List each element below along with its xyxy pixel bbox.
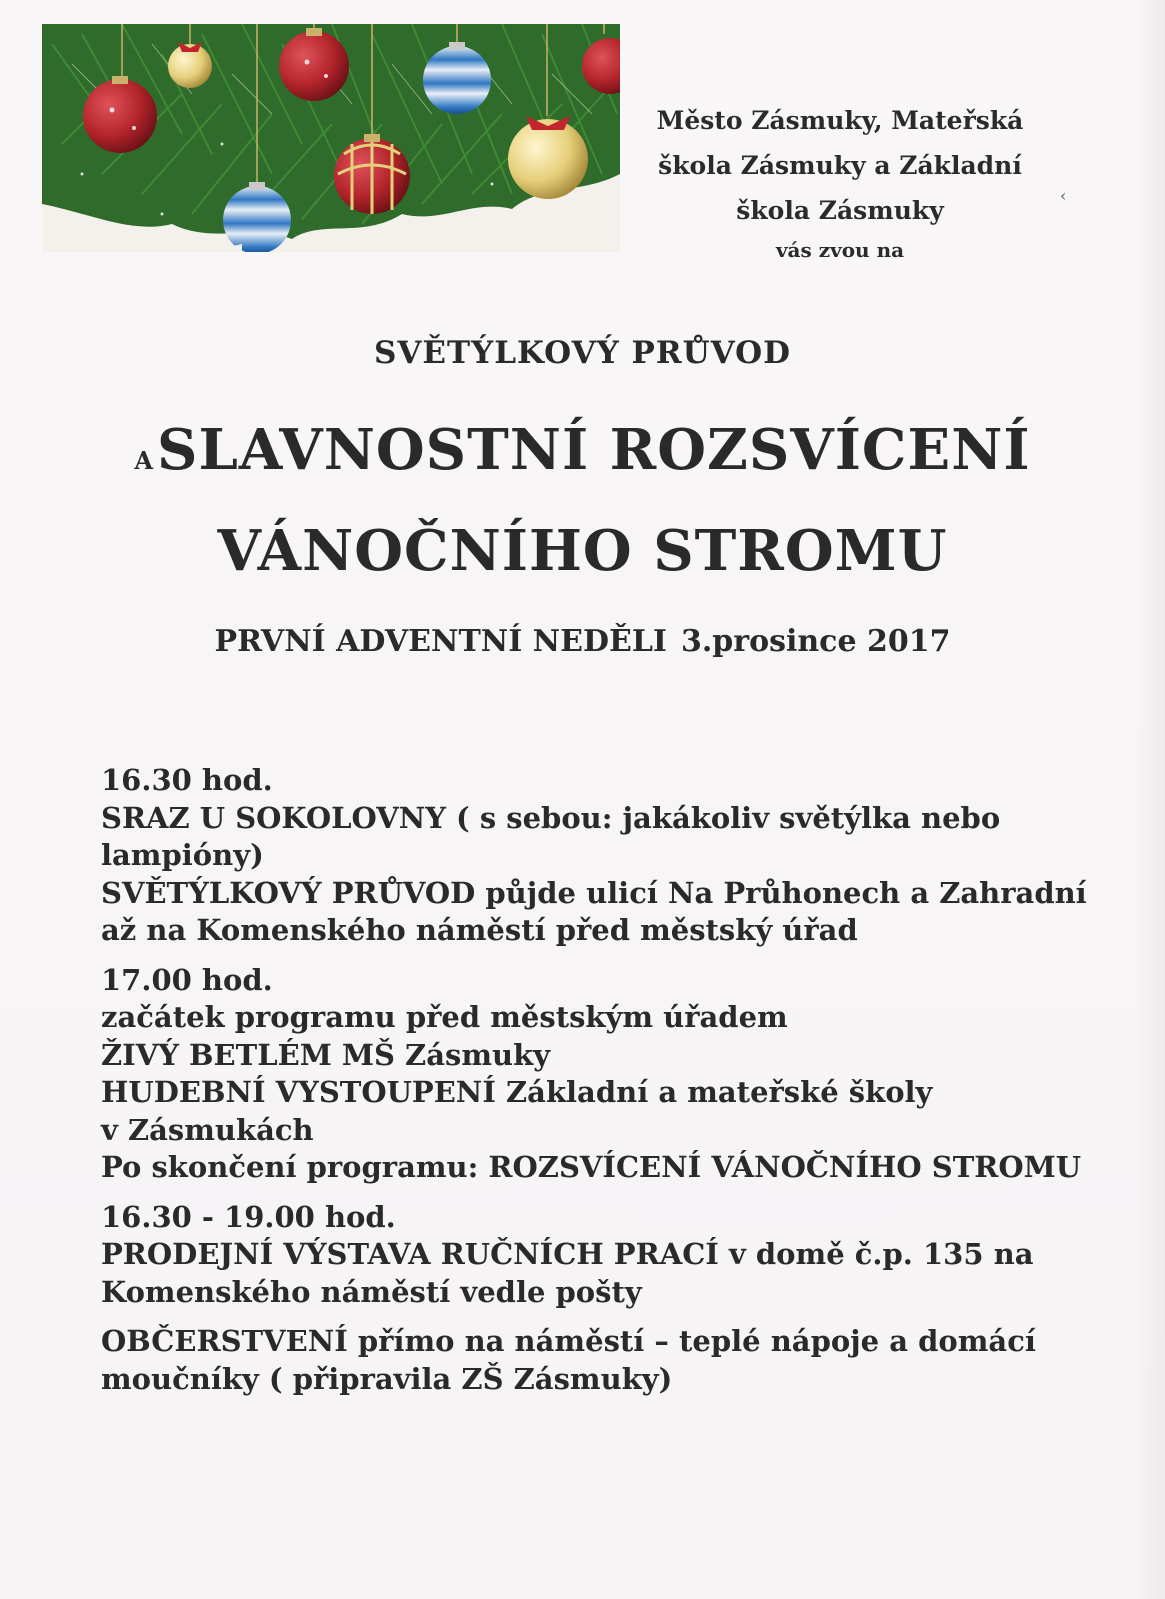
program-line: moučníky ( připravila ZŠ Zásmuky) xyxy=(101,1361,673,1396)
program-line: PRODEJNÍ VÝSTAVA RUČNÍCH PRACÍ v domě č.p. 135 na xyxy=(101,1237,1034,1271)
scan-shadow xyxy=(1135,0,1165,1599)
program-block-3 xyxy=(101,1199,1061,1312)
program-line: Komenského náměstí vedle pošty xyxy=(101,1274,642,1309)
org-line-2: škola Zásmuky a Základní xyxy=(658,151,1022,180)
program-line: až na Komenského náměstí před městský úřad xyxy=(101,913,858,947)
christmas-ornaments-banner-icon xyxy=(42,24,620,252)
org-line-3: škola Zásmuky xyxy=(736,196,944,225)
program-block-1 xyxy=(101,762,1087,950)
program-line: SRAZ U SOKOLOVNY ( s sebou: jakákoliv světýlka nebo xyxy=(101,800,1001,835)
program-line: OBČERSTVENÍ přímo na náměstí – teplé nápoje a domácí xyxy=(101,1324,1036,1358)
invite-text: vás zvou na xyxy=(775,238,905,262)
org-line-1: Město Zásmuky, Mateřská xyxy=(656,106,1024,135)
date-value: 3.prosince 2017 xyxy=(680,624,951,659)
date-label: PRVNÍ ADVENTNÍ NEDĚLI xyxy=(214,624,667,659)
program-time: 16.30 - 19.00 hod. xyxy=(101,1199,396,1234)
program-line: HUDEBNÍ VYSTOUPENÍ Základní a mateřské školy xyxy=(101,1075,933,1109)
title-tree: VÁNOČNÍHO STROMU xyxy=(217,518,948,584)
program-line: ŽIVÝ BETLÉM MŠ Zásmuky xyxy=(101,1037,551,1072)
program-line: začátek programu před městským úřadem xyxy=(101,1000,788,1034)
program-line: Po skončení programu: ROZSVÍCENÍ VÁNOČNÍHO STROMU xyxy=(101,1150,1082,1184)
program-block-2 xyxy=(101,962,1082,1187)
program-list xyxy=(101,762,1087,1410)
event-date xyxy=(0,624,1165,659)
organizers xyxy=(640,98,1040,233)
program-line: v Zásmukách xyxy=(101,1112,314,1147)
title-procession: SVĚTÝLKOVÝ PRŮVOD xyxy=(373,335,792,371)
program-line: lampióny) xyxy=(101,838,264,872)
program-line: SVĚTÝLKOVÝ PRŮVOD půjde ulicí Na Průhonech a Zahradní xyxy=(101,875,1087,910)
program-time: 17.00 hod. xyxy=(101,962,273,997)
program-time: 16.30 hod. xyxy=(101,763,273,797)
title-prefix: A xyxy=(134,446,154,475)
title-lighting xyxy=(0,417,1165,483)
program-block-4 xyxy=(101,1323,1061,1398)
scan-mark: ‹ xyxy=(1060,186,1067,205)
title-lighting-text: SLAVNOSTNÍ ROZSVÍCENÍ xyxy=(157,417,1031,483)
